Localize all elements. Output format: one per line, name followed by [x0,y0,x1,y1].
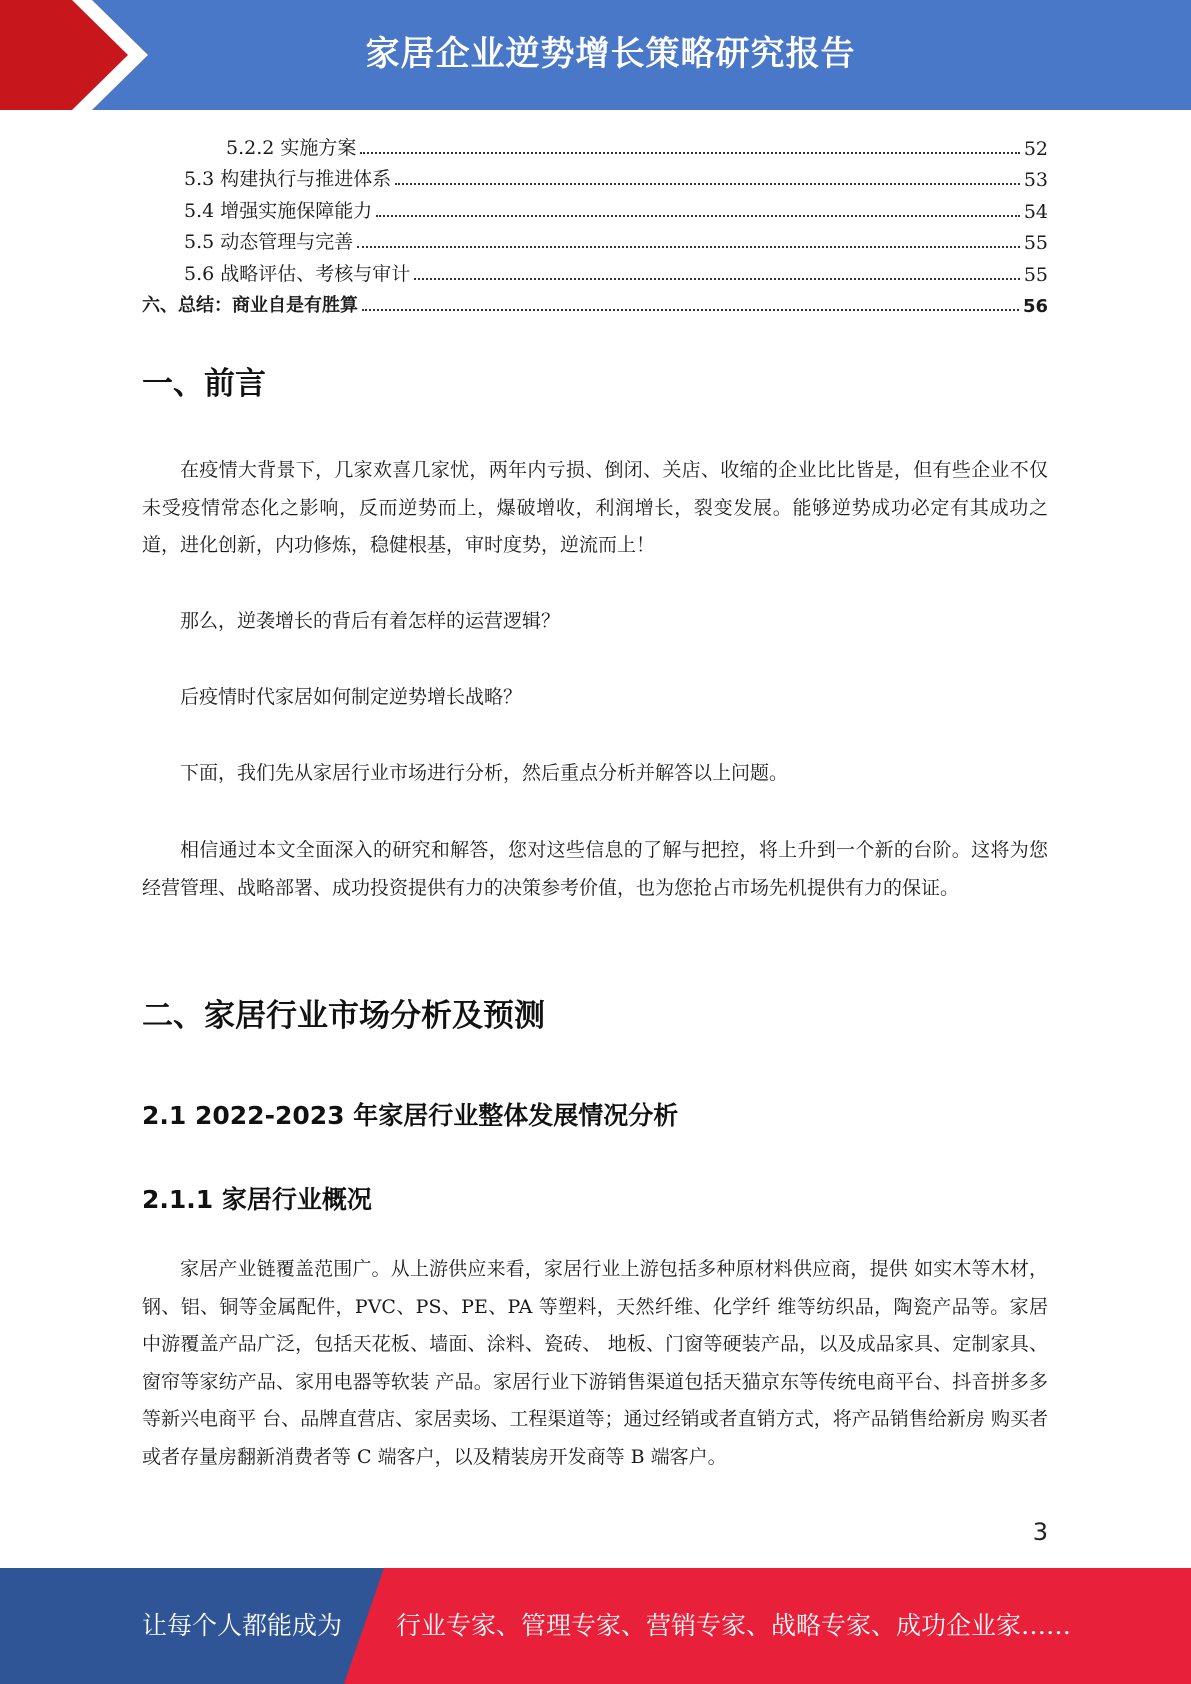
paragraph: 后疫情时代家居如何制定逆势增长战略？ [180,686,523,708]
toc-entry-title: 5.2.2 实施方案 [226,133,360,160]
toc-leader-dots [414,278,1020,280]
section-heading-preface: 一、前言 [142,366,266,402]
toc-leader-dots [362,309,1019,311]
subsection-heading-2-1: 2.1 2022-2023 年家居行业整体发展情况分析 [142,1101,679,1130]
toc-entry-page: 55 [1023,232,1048,254]
page-number: 3 [1032,1518,1048,1546]
section-heading-market-analysis: 二、家居行业市场分析及预测 [142,998,545,1034]
table-of-contents [142,128,1048,317]
toc-entry-title: 5.4 增强实施保障能力 [184,196,376,223]
toc-leader-dots [395,183,1020,185]
toc-entry-page: 52 [1023,137,1048,160]
toc-entry-5-5[interactable] [142,223,1048,255]
toc-entry-5-6[interactable] [142,254,1048,286]
subsection-heading-2-1-1: 2.1.1 家居行业概况 [142,1185,372,1214]
paragraph: 相信通过本文全面深入的研究和解答，您对这些信息的了解与把控，将上升到一个新的台阶。这将为您经营管理、战略部署、成功投资提供有力的决策参考价值，也为您抢占市场先机提供有力的保证。 [142,839,1048,899]
toc-entry-title: 5.3 构建执行与推进体系 [184,164,395,191]
toc-entry-title: 5.6 战略评估、考核与审计 [184,259,414,286]
toc-entry-5-4[interactable] [142,191,1048,223]
toc-entry-page: 55 [1023,263,1048,286]
toc-entry-page: 56 [1022,296,1048,317]
toc-entry-title: 5.5 动态管理与完善 [184,227,357,254]
toc-leader-dots [376,215,1020,217]
toc-entry-5-2-2[interactable] [142,128,1048,160]
header-banner [0,0,1191,110]
toc-entry-5-3[interactable] [142,160,1048,192]
paragraph: 那么，逆袭增长的背后有着怎样的运营逻辑？ [180,610,561,632]
toc-entry-page: 53 [1023,169,1048,191]
toc-leader-dots [357,246,1020,248]
toc-entry-page: 54 [1023,200,1048,223]
report-title: 家居企业逆势增长策略研究报告 [365,34,856,74]
toc-entry-6[interactable] [142,286,1048,318]
paragraph: 下面，我们先从家居行业市场进行分析，然后重点分析并解答以上问题。 [180,762,789,784]
footer-slogan-right: 行业专家、管理专家、营销专家、战略专家、成功企业家…… [396,1611,1072,1640]
paragraph: 在疫情大背景下，几家欢喜几家忧，两年内亏损、倒闭、关店、收缩的企业比比皆是，但有些企业不仅未受疫情常态化之影响，反而逆势而上，爆破增收，利润增长，裂变发展。能够逆势成功必定有其成功之道，进化创新，内功修炼，稳健根基，审时度势，逆流而上！ [142,459,1048,556]
footer-slogan-left: 让每个人都能成为 [142,1611,343,1640]
toc-leader-dots [360,152,1019,154]
footer-banner [0,1568,1191,1684]
toc-entry-title: 六、总结：商业自是有胜算 [142,291,362,317]
paragraph: 家居产业链覆盖范围广。从上游供应来看，家居行业上游包括多种原材料供应商，提供 如实木等木材，钢、铝、铜等金属配件，PVC、PS、PE、PA 等塑料，天然纤维、化学纤 维等纺织品，陶瓷产品等。家居中游覆盖产品广泛，包括天花板、墙面、涂料、瓷砖、 地板、门窗等硬装产品，以及成品家具、定制家具、窗帘等家纺产品、家用电器等软装 产品。家居行业下游销售渠道包括天猫京东等传统电商平台、抖音拼多多等新兴电商平 台、品牌直营店、家居卖场、工程渠道等；通过经销或者直销方式，将产品销售给新房 购买者或者存量房翻新消费者等 C 端客户，以及精装房开发商等 B 端客户。 [142,1258,1048,1468]
